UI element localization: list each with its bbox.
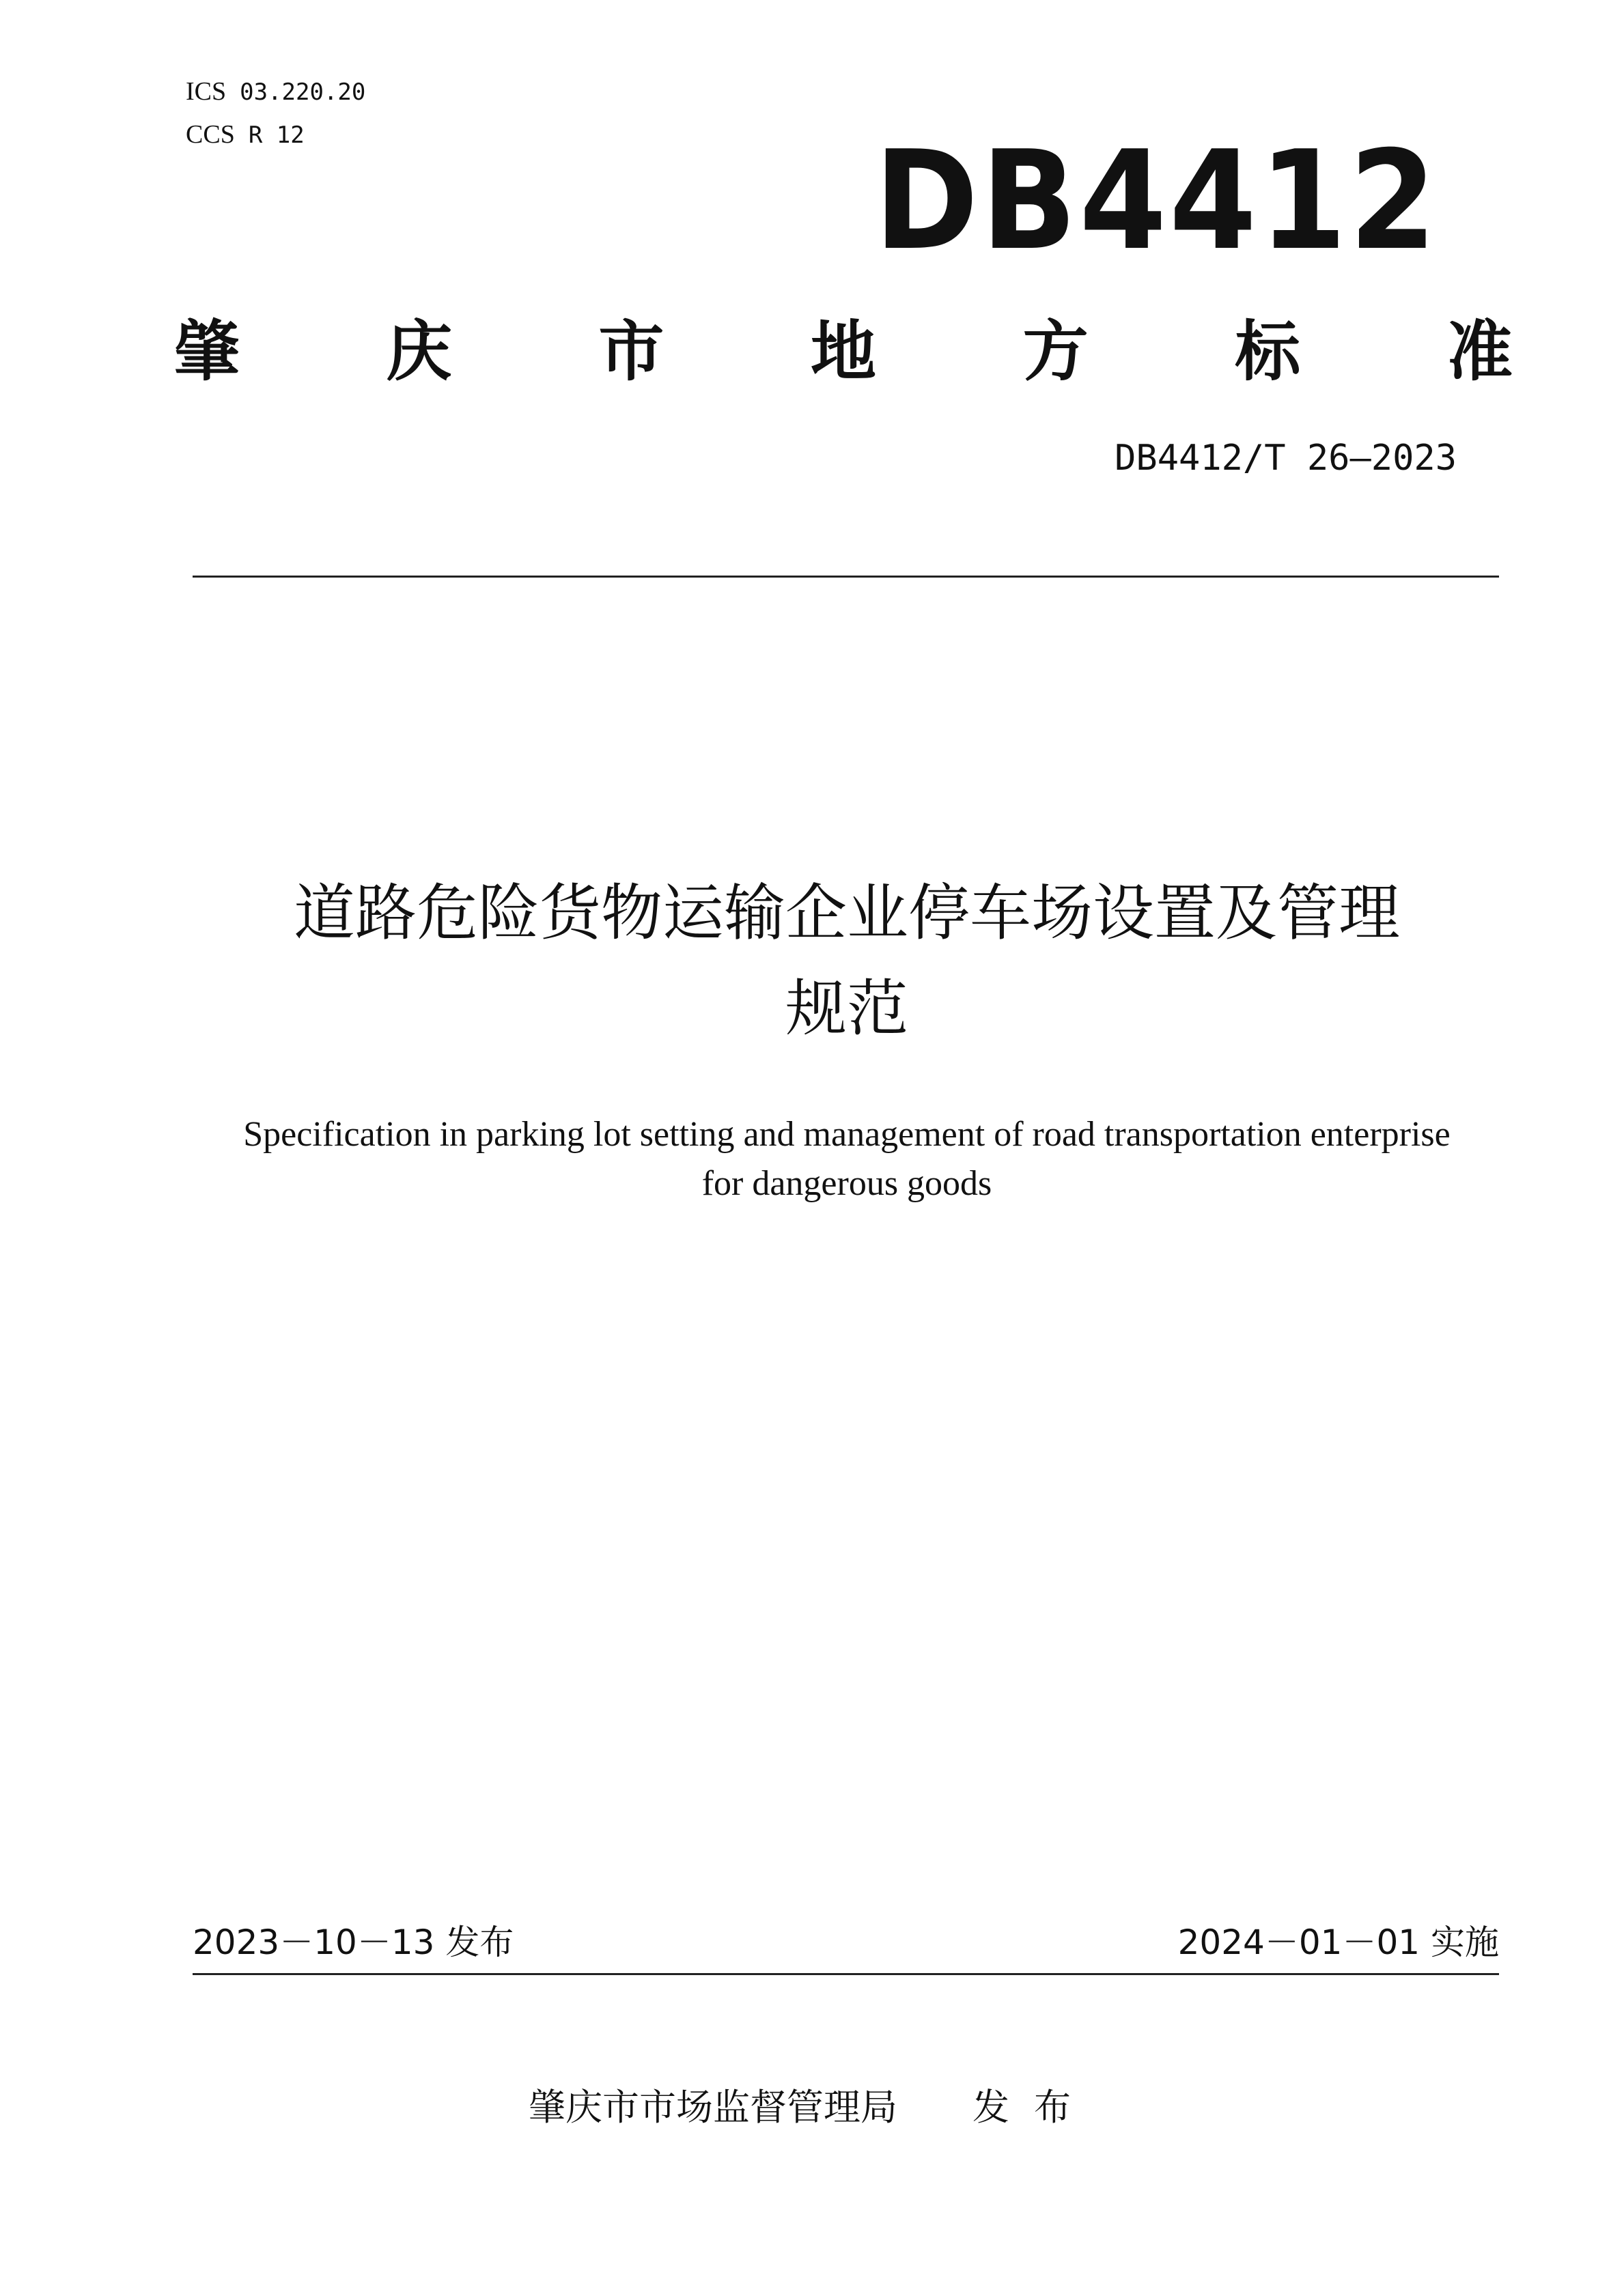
publisher-line	[0, 2086, 1624, 2129]
ics-label: ICS	[186, 77, 227, 106]
header-divider	[193, 576, 1499, 578]
ccs-label: CCS	[186, 120, 235, 149]
ccs-value: R 12	[248, 122, 305, 149]
ics-value: 03.220.20	[240, 79, 366, 106]
standard-type-title	[174, 311, 1513, 393]
title-en-line-1: Specification in parking lot setting and management of road transportation enterprise	[243, 1115, 1451, 1154]
title-zh-line-1: 道路危险货物运输企业停车场设置及管理	[294, 877, 1400, 949]
standard-type-char: 肇	[174, 313, 240, 390]
standard-type-char: 方	[1022, 313, 1089, 390]
issuer-name: 肇庆市市场监督管理局	[529, 2086, 897, 2129]
publish-date: 2023－10－13 发布	[193, 1923, 514, 1962]
standard-type-char: 标	[1235, 313, 1301, 390]
standard-type-char: 准	[1446, 313, 1513, 390]
standard-type-char: 庆	[386, 313, 452, 390]
publish-verb: 发布	[972, 2086, 1095, 2129]
brand-code: DB4412	[874, 122, 1440, 281]
footer-divider	[193, 1973, 1499, 1975]
title-zh-line-2: 规范	[785, 973, 908, 1045]
title-en-line-2: for dangerous goods	[701, 1164, 992, 1203]
standard-type-char: 市	[598, 313, 664, 390]
ccs-code	[186, 122, 305, 147]
ics-code	[186, 79, 365, 104]
standard-number: DB4412/T 26—2023	[1115, 438, 1457, 479]
standard-type-char: 地	[810, 313, 876, 390]
implement-date: 2024－01－01 实施	[1177, 1923, 1499, 1962]
